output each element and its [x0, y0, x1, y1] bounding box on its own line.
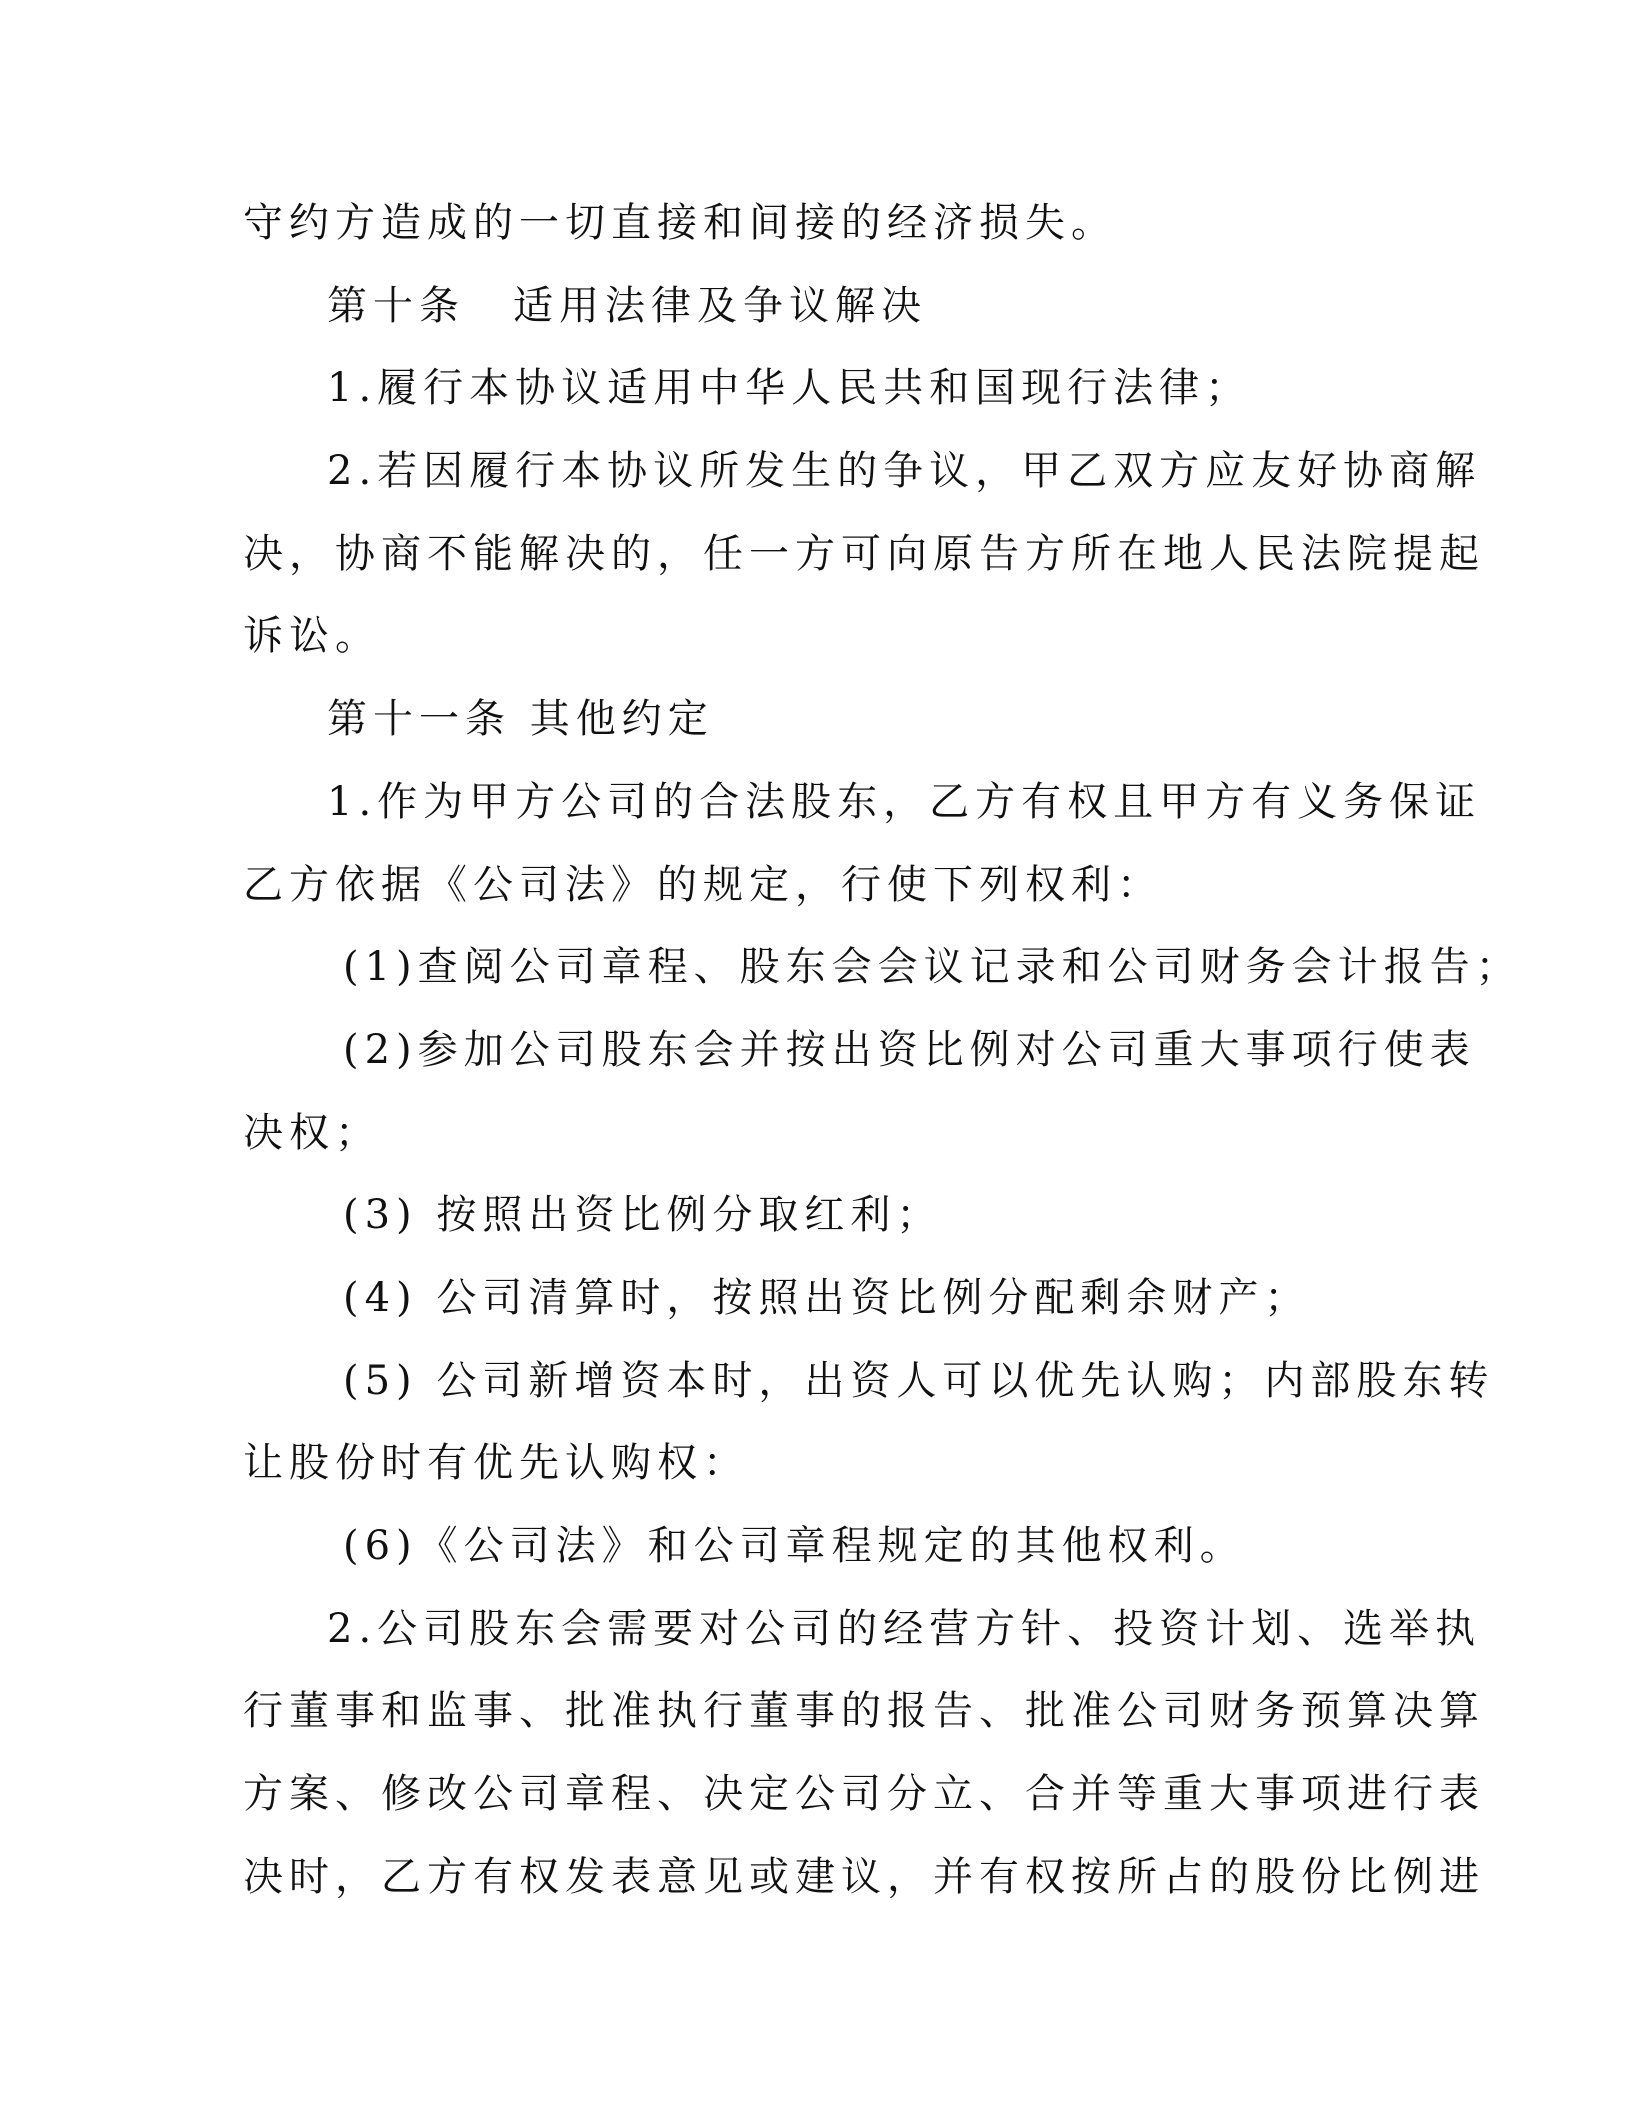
clause-2-line: 决时，乙方有权发表意见或建议，并有权按所占的股份比例进: [243, 1853, 1485, 1900]
clause-1-line: 1.作为甲方公司的合法股东，乙方有权且甲方有义务保证: [327, 778, 1482, 825]
right-item-5-line: 让股份时有优先认购权：: [243, 1440, 749, 1487]
clause-2-line: 行董事和监事、批准执行董事的报告、批准公司财务预算决算: [243, 1688, 1485, 1735]
right-item-1: (1)查阅公司章程、股东会会议记录和公司财务会计报告；: [343, 944, 1522, 991]
article-number: 第十条: [327, 282, 465, 329]
text-line: 守约方造成的一切直接和间接的经济损失。: [243, 200, 1117, 246]
right-item-4: (4) 公司清算时，按照出资比例分配剩余财产；: [343, 1274, 1311, 1321]
document-body: [243, 182, 1522, 1918]
clause-2-line: 决，协商不能解决的，任一方可向原告方所在地人民法院提起: [243, 530, 1485, 577]
clause-2-line: 方案、修改公司章程、决定公司分立、合并等重大事项进行表: [243, 1771, 1485, 1818]
article-10-heading: [243, 265, 1389, 348]
right-item-5-line: (5) 公司新增资本时，出资人可以优先认购；内部股东转: [343, 1357, 1495, 1404]
clause-2-line: 诉讼。: [243, 613, 381, 660]
clause-1-line: 乙方依据《公司法》的规定，行使下列权利：: [243, 861, 1163, 908]
right-item-2-line: 决权；: [243, 1109, 381, 1156]
right-item-2-line: (2)参加公司股东会并按出资比例对公司重大事项行使表: [343, 1026, 1476, 1073]
clause-2-line: 2.若因履行本协议所发生的争议，甲乙双方应友好协商解: [327, 448, 1482, 495]
right-item-6: (6)《公司法》和公司章程规定的其他权利。: [343, 1523, 1246, 1569]
article-11-heading: 第十一条 其他约定: [327, 696, 714, 743]
article-title: 适用法律及争议解决: [513, 282, 927, 329]
clause-1: 1.履行本协议适用中华人民共和国现行法律；: [327, 365, 1252, 412]
clause-2-line: 2.公司股东会需要对公司的经营方针、投资计划、选举执: [327, 1605, 1482, 1652]
right-item-3: (3) 按照出资比例分取红利；: [343, 1192, 943, 1239]
